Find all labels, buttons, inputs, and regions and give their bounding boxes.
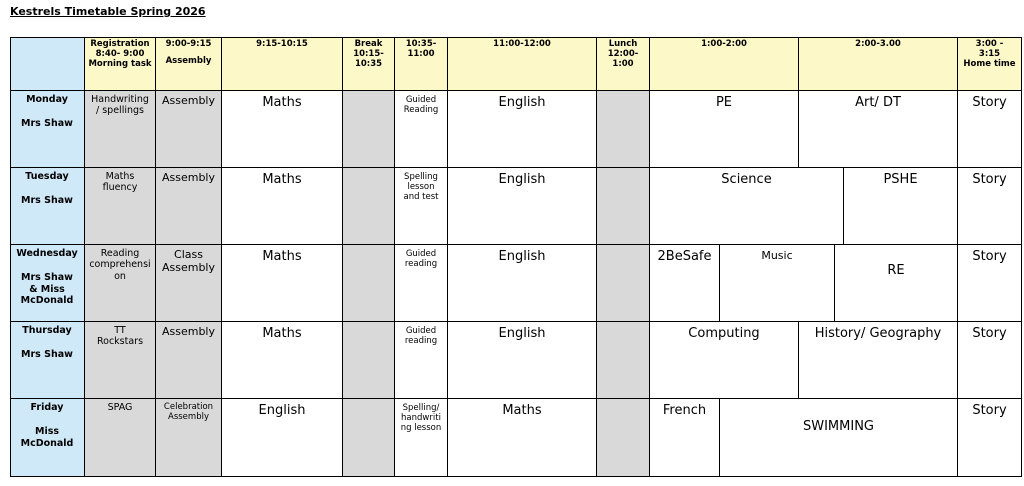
lesson2-line1: Spelling xyxy=(404,172,438,182)
timetable-grid xyxy=(10,37,1022,477)
day-teacher: Mrs Shaw xyxy=(21,118,73,130)
registration-line1: Reading xyxy=(100,248,140,259)
day-friday xyxy=(10,399,85,477)
header-assembly-time: 9:00-9:15 xyxy=(165,39,212,49)
registration-line1: TT xyxy=(114,325,126,336)
header-break-line3: 10:35 xyxy=(354,59,383,70)
header-assembly xyxy=(156,37,222,91)
header-lesson1-time: 9:15-10:15 xyxy=(256,39,308,49)
tuesday-lesson3: English xyxy=(448,168,597,245)
header-break-line1: Break xyxy=(354,39,383,49)
header-lesson2 xyxy=(395,37,448,91)
friday-break xyxy=(343,399,395,477)
day-teacher xyxy=(10,426,84,449)
teacher-line1: Miss xyxy=(34,426,60,438)
monday-hometime: Story xyxy=(958,91,1022,168)
day-name: Monday xyxy=(26,94,68,105)
friday-hometime: Story xyxy=(958,399,1022,477)
tuesday-afternoon1: Science xyxy=(650,168,844,245)
friday-lesson2 xyxy=(395,399,448,477)
header-lesson3-time: 11:00-12:00 xyxy=(493,39,551,49)
header-lunch-line1: Lunch xyxy=(608,39,638,49)
monday-afternoon1: PE xyxy=(650,91,799,168)
tuesday-registration xyxy=(85,168,156,245)
assembly-line1: Class xyxy=(174,248,203,261)
wednesday-lunch xyxy=(597,245,650,322)
wednesday-lesson3: English xyxy=(448,245,597,322)
registration-line2: comprehensi xyxy=(89,259,151,271)
lesson2-line1: Guided xyxy=(405,326,437,336)
header-lesson1 xyxy=(222,37,343,91)
day-name: Tuesday xyxy=(25,171,69,182)
wednesday-hometime: Story xyxy=(958,245,1022,322)
tuesday-hometime: Story xyxy=(958,168,1022,245)
thursday-afternoon1: Computing xyxy=(650,322,799,399)
header-registration-line1: Registration xyxy=(90,39,150,49)
friday-registration: SPAG xyxy=(85,399,156,477)
header-afternoon1 xyxy=(650,37,799,91)
teacher-line1: Mrs Shaw xyxy=(21,272,73,284)
registration-line2: fluency xyxy=(102,182,138,194)
registration-line1: Handwriting xyxy=(91,94,149,105)
friday-lunch xyxy=(597,399,650,477)
tuesday-lesson2 xyxy=(395,168,448,245)
wednesday-assembly xyxy=(156,245,222,322)
header-break xyxy=(343,37,395,91)
teacher-line2: McDonald xyxy=(20,437,74,449)
day-teacher: Mrs Shaw xyxy=(21,195,73,207)
assembly-line1: Celebration xyxy=(163,402,214,412)
thursday-break xyxy=(343,322,395,399)
header-lunch xyxy=(597,37,650,91)
lesson2-line2: handwriti xyxy=(401,413,441,424)
header-hometime xyxy=(958,37,1022,91)
lesson2-line2: reading xyxy=(404,336,438,347)
thursday-lunch xyxy=(597,322,650,399)
header-lesson2-line1: 10:35- xyxy=(405,39,437,49)
tuesday-lunch xyxy=(597,168,650,245)
registration-line1: Maths xyxy=(105,171,135,182)
header-hometime-line3: Home time xyxy=(963,59,1016,70)
day-wednesday xyxy=(10,245,85,322)
page-title: Kestrels Timetable Spring 2026 xyxy=(10,5,206,18)
wednesday-afternoon1: 2BeSafe xyxy=(650,245,720,322)
day-tuesday xyxy=(10,168,85,245)
day-monday xyxy=(10,91,85,168)
header-hometime-line1: 3:00 - xyxy=(975,39,1004,49)
lesson2-line3: ng lesson xyxy=(400,423,442,434)
thursday-afternoon2: History/ Geography xyxy=(799,322,958,399)
monday-break xyxy=(343,91,395,168)
registration-line2: Rockstars xyxy=(96,336,144,348)
lesson2-line1: Guided xyxy=(405,249,437,259)
lesson2-line2: Reading xyxy=(403,105,439,116)
tuesday-lesson1: Maths xyxy=(222,168,343,245)
wednesday-break xyxy=(343,245,395,322)
friday-assembly xyxy=(156,399,222,477)
day-teacher xyxy=(10,272,84,306)
friday-lesson3: Maths xyxy=(448,399,597,477)
lesson2-line3: and test xyxy=(403,192,439,203)
header-lesson2-line2: 11:00 xyxy=(407,49,435,60)
wednesday-lesson1: Maths xyxy=(222,245,343,322)
header-registration xyxy=(85,37,156,91)
monday-lesson2 xyxy=(395,91,448,168)
monday-registration xyxy=(85,91,156,168)
day-name: Friday xyxy=(30,402,64,413)
thursday-lesson1: Maths xyxy=(222,322,343,399)
friday-lesson1: English xyxy=(222,399,343,477)
teacher-line3: McDonald xyxy=(20,295,74,307)
tuesday-break xyxy=(343,168,395,245)
registration-line3: on xyxy=(114,270,126,282)
header-break-line2: 10:15- xyxy=(353,49,384,60)
monday-assembly: Assembly xyxy=(156,91,222,168)
tuesday-assembly: Assembly xyxy=(156,168,222,245)
day-name: Wednesday xyxy=(16,248,78,259)
monday-lunch xyxy=(597,91,650,168)
assembly-line2: Assembly xyxy=(168,412,209,423)
friday-afternoon1: French xyxy=(650,399,720,477)
teacher-line2: & Miss xyxy=(29,283,65,295)
monday-afternoon2: Art/ DT xyxy=(799,91,958,168)
thursday-lesson2 xyxy=(395,322,448,399)
header-lunch-line2: 12:00- xyxy=(607,49,639,60)
lesson2-line1: Spelling/ xyxy=(402,403,440,413)
wednesday-lesson2 xyxy=(395,245,448,322)
thursday-lesson3: English xyxy=(448,322,597,399)
tuesday-afternoon2: PSHE xyxy=(844,168,958,245)
thursday-registration xyxy=(85,322,156,399)
header-afternoon1-time: 1:00-2:00 xyxy=(701,39,747,49)
monday-lesson3: English xyxy=(448,91,597,168)
friday-afternoon2: SWIMMING xyxy=(720,399,958,477)
header-afternoon2 xyxy=(799,37,958,91)
thursday-assembly: Assembly xyxy=(156,322,222,399)
wednesday-registration xyxy=(85,245,156,322)
wednesday-afternoon2: Music xyxy=(720,245,835,322)
header-registration-line2: 8:40- 9:00 xyxy=(95,49,145,60)
day-thursday xyxy=(10,322,85,399)
header-lesson3 xyxy=(448,37,597,91)
assembly-line2: Assembly xyxy=(161,261,216,275)
header-afternoon2-time: 2:00-3.00 xyxy=(855,39,901,49)
header-hometime-line2: 3:15 xyxy=(978,49,1001,60)
lesson2-line2: reading xyxy=(404,259,438,270)
day-name: Thursday xyxy=(22,325,72,336)
wednesday-afternoon3: RE xyxy=(835,245,958,322)
header-lunch-line3: 1:00 xyxy=(612,59,634,70)
lesson2-line1: Guided xyxy=(405,95,437,105)
registration-line2: / spellings xyxy=(96,105,144,117)
header-registration-line3: Morning task xyxy=(88,59,152,70)
thursday-hometime: Story xyxy=(958,322,1022,399)
lesson2-line2: lesson xyxy=(407,182,435,193)
day-teacher: Mrs Shaw xyxy=(21,349,73,361)
header-corner-cell xyxy=(10,37,85,91)
monday-lesson1: Maths xyxy=(222,91,343,168)
header-assembly-label: Assembly xyxy=(165,56,212,67)
